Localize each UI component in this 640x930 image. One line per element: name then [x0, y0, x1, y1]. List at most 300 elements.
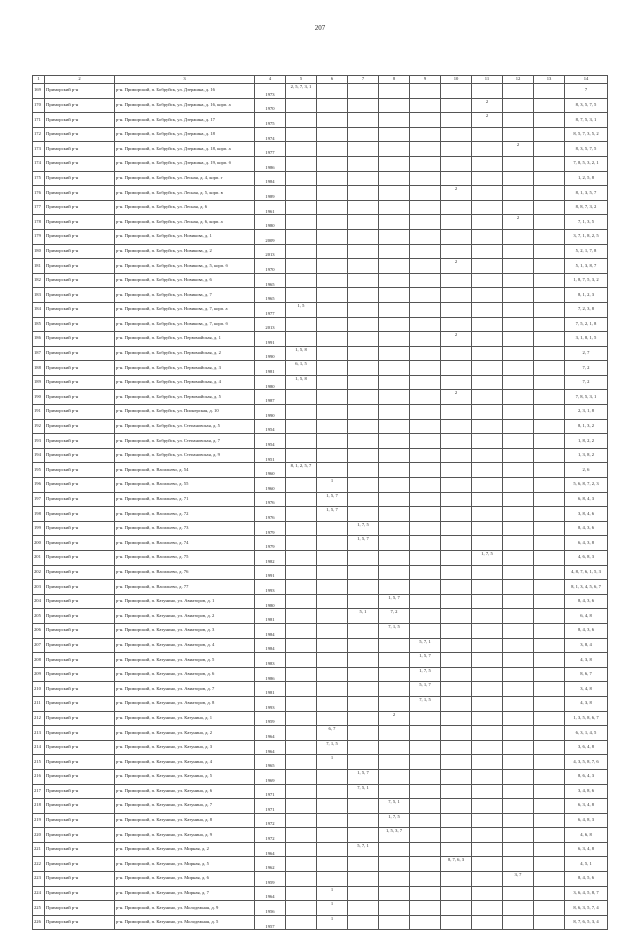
year-cell: 1987 [255, 390, 286, 405]
address-cell: р-н. Приморский, п. Бобруйск, ул. Дзержина, д. 19, корп. б [115, 156, 255, 171]
district-cell: Приморский р-н [45, 288, 115, 303]
col-7-cell [348, 244, 379, 259]
col-14-cell: 5, 6, 8, 7, 2, 3 [565, 478, 608, 493]
col-7-cell [348, 84, 379, 99]
col-13-cell [534, 842, 565, 857]
column-header-10: 10 [441, 76, 472, 84]
table-row [33, 229, 608, 244]
address-cell: р-н. Приморский, п. Катунино, ул. Авиаторов, д. 5 [115, 653, 255, 668]
col-13-cell [534, 536, 565, 551]
col-12-cell [503, 419, 534, 434]
year-cell: 1965 [255, 755, 286, 770]
col-14-cell: 8, 1, 3, 4, 5, 6, 7 [565, 580, 608, 595]
col-9-cell: 5, 7, 1 [410, 638, 441, 653]
col-13-cell [534, 448, 565, 463]
col-6-cell [317, 186, 348, 201]
col-9-cell [410, 492, 441, 507]
col-11-cell [472, 653, 503, 668]
year-cell: 1986 [255, 667, 286, 682]
col-8-cell [379, 521, 410, 536]
row-number: 190 [33, 390, 45, 405]
col-12-cell [503, 84, 534, 99]
address-cell: р-н. Приморский, п. Васильево, д. 75 [115, 551, 255, 566]
col-10-cell [441, 769, 472, 784]
col-13-cell [534, 492, 565, 507]
col-14-cell: 8, 1, 3, 2 [565, 419, 608, 434]
col-14-cell: 4, 5, 1 [565, 857, 608, 872]
header-row [33, 76, 608, 84]
col-13-cell [534, 915, 565, 930]
col-8-cell [379, 419, 410, 434]
district-cell: Приморский р-н [45, 215, 115, 230]
col-9-cell [410, 828, 441, 843]
address-cell: р-н. Приморский, п. Катунино, ул. Авиаторов, д. 1 [115, 594, 255, 609]
row-number: 213 [33, 726, 45, 741]
col-7-cell: 1, 5, 7 [348, 769, 379, 784]
address-cell: р-н. Приморский, п. Бобруйск, ул. Лесная, д. 4, корп. г [115, 171, 255, 186]
col-9-cell [410, 156, 441, 171]
district-cell: Приморский р-н [45, 259, 115, 274]
col-7-cell [348, 127, 379, 142]
col-8-cell [379, 653, 410, 668]
year-cell: 1959 [255, 711, 286, 726]
col-11-cell [472, 872, 503, 887]
year-cell: 1984 [255, 171, 286, 186]
address-cell: р-н. Приморский, п. Бобруйск, ул. Первомайская, д. 3 [115, 361, 255, 376]
year-cell: 1993 [255, 580, 286, 595]
col-10-cell: 8, 7, 6, 3 [441, 857, 472, 872]
col-13-cell [534, 478, 565, 493]
year-cell: 1977 [255, 302, 286, 317]
col-14-cell: 8, 4, 3, 6 [565, 521, 608, 536]
address-cell: р-н. Приморский, п. Бобруйск, ул. Дзержина, д. 18 [115, 127, 255, 142]
col-9-cell [410, 113, 441, 128]
year-cell: 1989 [255, 186, 286, 201]
col-8-cell [379, 302, 410, 317]
col-13-cell [534, 638, 565, 653]
row-number: 209 [33, 667, 45, 682]
col-14-cell: 8, 3, 5, 7, 5 [565, 142, 608, 157]
col-9-cell [410, 842, 441, 857]
col-13-cell [534, 419, 565, 434]
district-cell: Приморский р-н [45, 113, 115, 128]
address-cell: р-н. Приморский, п. Васильево, д. 73 [115, 521, 255, 536]
col-13-cell [534, 886, 565, 901]
year-cell: 1980 [255, 375, 286, 390]
col-13-cell [534, 186, 565, 201]
col-14-cell: 6, 3, 4, 8 [565, 842, 608, 857]
col-5-cell [286, 229, 317, 244]
col-5-cell [286, 434, 317, 449]
col-13-cell [534, 405, 565, 420]
district-cell: Приморский р-н [45, 726, 115, 741]
col-9-cell [410, 361, 441, 376]
row-number: 175 [33, 171, 45, 186]
col-11-cell [472, 755, 503, 770]
table-row [33, 769, 608, 784]
address-cell: р-н. Приморский, п. Катунино, ул. Катунина, д. 2 [115, 726, 255, 741]
address-cell: р-н. Приморский, п. Бобруйск, ул. Первомайская, д. 2 [115, 346, 255, 361]
col-8-cell [379, 244, 410, 259]
col-13-cell [534, 390, 565, 405]
column-header-6: 6 [317, 76, 348, 84]
col-14-cell: 6, 3, 1, 4, 5 [565, 726, 608, 741]
year-cell: 1982 [255, 551, 286, 566]
year-cell: 1961 [255, 200, 286, 215]
col-10-cell [441, 448, 472, 463]
district-cell: Приморский р-н [45, 594, 115, 609]
row-number: 197 [33, 492, 45, 507]
col-7-cell [348, 390, 379, 405]
col-10-cell [441, 302, 472, 317]
col-9-cell [410, 259, 441, 274]
table-row [33, 375, 608, 390]
col-7-cell [348, 828, 379, 843]
district-cell: Приморский р-н [45, 872, 115, 887]
col-13-cell [534, 857, 565, 872]
table-row [33, 828, 608, 843]
col-9-cell [410, 317, 441, 332]
col-10-cell [441, 872, 472, 887]
col-7-cell: 5, 7, 1 [348, 842, 379, 857]
row-number: 177 [33, 200, 45, 215]
col-10-cell [441, 638, 472, 653]
col-13-cell [534, 200, 565, 215]
col-11-cell [472, 288, 503, 303]
address-cell: р-н. Приморский, п. Катунино, ул. Молодежная, д. 5 [115, 915, 255, 930]
col-12-cell [503, 113, 534, 128]
col-9-cell: 5, 1, 7 [410, 682, 441, 697]
col-9-cell [410, 551, 441, 566]
col-10-cell [441, 886, 472, 901]
col-11-cell [472, 375, 503, 390]
col-14-cell: 6, 4, 8, 3 [565, 813, 608, 828]
col-13-cell [534, 84, 565, 99]
year-cell: 1954 [255, 419, 286, 434]
col-5-cell [286, 259, 317, 274]
col-9-cell [410, 769, 441, 784]
col-8-cell [379, 580, 410, 595]
col-11-cell [472, 492, 503, 507]
col-12-cell [503, 799, 534, 814]
col-13-cell [534, 740, 565, 755]
col-9-cell: 1, 5, 7 [410, 653, 441, 668]
table-row [33, 536, 608, 551]
col-6-cell [317, 302, 348, 317]
table-row [33, 463, 608, 478]
district-cell: Приморский р-н [45, 200, 115, 215]
col-8-cell [379, 507, 410, 522]
col-10-cell [441, 127, 472, 142]
col-8-cell [379, 288, 410, 303]
col-12-cell [503, 623, 534, 638]
address-cell: р-н. Приморский, п. Васильево, д. 76 [115, 565, 255, 580]
col-10-cell [441, 726, 472, 741]
table-row [33, 273, 608, 288]
col-9-cell [410, 813, 441, 828]
district-cell: Приморский р-н [45, 448, 115, 463]
col-11-cell [472, 565, 503, 580]
col-6-cell [317, 784, 348, 799]
row-number: 205 [33, 609, 45, 624]
col-12-cell [503, 302, 534, 317]
col-12-cell [503, 229, 534, 244]
col-13-cell [534, 667, 565, 682]
address-cell: р-н. Приморский, п. Катунино, ул. Авиаторов, д. 2 [115, 609, 255, 624]
year-cell: 1976 [255, 507, 286, 522]
col-6-cell [317, 828, 348, 843]
col-11-cell [472, 901, 503, 916]
col-12-cell [503, 448, 534, 463]
table-row [33, 799, 608, 814]
address-cell: р-н. Приморский, п. Бобруйск, ул. Первомайская, д. 1 [115, 332, 255, 347]
row-number: 178 [33, 215, 45, 230]
col-10-cell [441, 682, 472, 697]
col-14-cell: 6, 4, 8 [565, 609, 608, 624]
col-14-cell: 3, 1, 8, 1, 5 [565, 332, 608, 347]
col-9-cell [410, 390, 441, 405]
col-14-cell: 8, 5, 7, 3, 5, 2 [565, 127, 608, 142]
year-cell: 1976 [255, 492, 286, 507]
district-cell: Приморский р-н [45, 769, 115, 784]
col-5-cell [286, 156, 317, 171]
col-6-cell [317, 638, 348, 653]
col-10-cell [441, 521, 472, 536]
col-5-cell [286, 317, 317, 332]
year-cell: 1984 [255, 623, 286, 638]
table-row [33, 872, 608, 887]
col-12-cell [503, 609, 534, 624]
col-6-cell [317, 288, 348, 303]
col-9-cell: 7, 1, 5 [410, 696, 441, 711]
col-14-cell: 1, 3, 8, 2 [565, 448, 608, 463]
table-row [33, 667, 608, 682]
address-cell: р-н. Приморский, п. Бобруйск, ул. Первомайская, д. 5 [115, 390, 255, 405]
year-cell: 1977 [255, 142, 286, 157]
col-12-cell [503, 405, 534, 420]
district-cell: Приморский р-н [45, 492, 115, 507]
col-10-cell [441, 594, 472, 609]
address-cell: р-н. Приморский, п. Катунино, ул. Мирная, д. 7 [115, 886, 255, 901]
row-number: 180 [33, 244, 45, 259]
col-13-cell [534, 361, 565, 376]
col-7-cell [348, 711, 379, 726]
year-cell: 1960 [255, 463, 286, 478]
col-10-cell: 2 [441, 186, 472, 201]
col-13-cell [534, 769, 565, 784]
col-10-cell [441, 478, 472, 493]
col-8-cell [379, 215, 410, 230]
col-14-cell: 4, 6, 8, 3 [565, 551, 608, 566]
col-6-cell [317, 84, 348, 99]
col-6-cell [317, 696, 348, 711]
col-14-cell: 3, 6, 4, 8 [565, 740, 608, 755]
col-7-cell [348, 696, 379, 711]
col-6-cell [317, 419, 348, 434]
col-8-cell [379, 696, 410, 711]
col-5-cell [286, 769, 317, 784]
col-10-cell [441, 784, 472, 799]
col-9-cell [410, 740, 441, 755]
table-row [33, 813, 608, 828]
district-cell: Приморский р-н [45, 828, 115, 843]
col-11-cell [472, 186, 503, 201]
col-14-cell: 7, 5, 2, 1, 8 [565, 317, 608, 332]
col-14-cell: 1, 8, 7, 5, 3, 2 [565, 273, 608, 288]
col-12-cell [503, 463, 534, 478]
year-cell: 1979 [255, 521, 286, 536]
col-7-cell [348, 463, 379, 478]
table-row [33, 259, 608, 274]
col-11-cell [472, 84, 503, 99]
col-13-cell [534, 259, 565, 274]
col-14-cell: 1, 2, 5, 8 [565, 171, 608, 186]
col-10-cell [441, 375, 472, 390]
col-9-cell [410, 375, 441, 390]
col-13-cell [534, 828, 565, 843]
col-11-cell [472, 215, 503, 230]
table-row [33, 551, 608, 566]
col-5-cell [286, 273, 317, 288]
table-row [33, 361, 608, 376]
year-cell: 1991 [255, 565, 286, 580]
row-number: 169 [33, 84, 45, 99]
district-cell: Приморский р-н [45, 653, 115, 668]
col-12-cell [503, 375, 534, 390]
col-12-cell [503, 711, 534, 726]
col-6-cell [317, 229, 348, 244]
col-5-cell [286, 580, 317, 595]
col-9-cell [410, 244, 441, 259]
district-cell: Приморский р-н [45, 317, 115, 332]
col-5-cell [286, 886, 317, 901]
col-9-cell [410, 872, 441, 887]
district-cell: Приморский р-н [45, 915, 115, 930]
col-8-cell [379, 682, 410, 697]
col-7-cell [348, 419, 379, 434]
col-7-cell: 1, 7, 5 [348, 521, 379, 536]
col-5-cell [286, 813, 317, 828]
col-7-cell [348, 229, 379, 244]
col-9-cell [410, 915, 441, 930]
row-number: 200 [33, 536, 45, 551]
table-row [33, 609, 608, 624]
col-10-cell: 2 [441, 259, 472, 274]
district-cell: Приморский р-н [45, 273, 115, 288]
table-row [33, 901, 608, 916]
col-7-cell [348, 171, 379, 186]
col-11-cell [472, 638, 503, 653]
col-7-cell [348, 551, 379, 566]
col-14-cell: 7, 8, 5, 3, 1 [565, 390, 608, 405]
col-12-cell [503, 390, 534, 405]
district-cell: Приморский р-н [45, 667, 115, 682]
address-cell: р-н. Приморский, п. Бобруйск, ул. Пионерская, д. 10 [115, 405, 255, 420]
col-8-cell [379, 638, 410, 653]
district-cell: Приморский р-н [45, 390, 115, 405]
year-cell: 1991 [255, 332, 286, 347]
col-7-cell [348, 726, 379, 741]
col-12-cell [503, 857, 534, 872]
col-11-cell [472, 478, 503, 493]
col-12-cell [503, 346, 534, 361]
col-6-cell [317, 594, 348, 609]
table-row [33, 886, 608, 901]
col-11-cell: 2 [472, 98, 503, 113]
address-cell: р-н. Приморский, п. Катунино, ул. Молодежная, д. 9 [115, 901, 255, 916]
col-5-cell [286, 857, 317, 872]
col-8-cell [379, 361, 410, 376]
col-6-cell [317, 375, 348, 390]
col-10-cell [441, 536, 472, 551]
col-14-cell: 4, 3, 8 [565, 653, 608, 668]
row-number: 210 [33, 682, 45, 697]
col-11-cell [472, 682, 503, 697]
col-8-cell [379, 273, 410, 288]
col-5-cell [286, 901, 317, 916]
address-cell: р-н. Приморский, п. Бобруйск, ул. Лесная, д. 5, корп. в [115, 186, 255, 201]
table-row [33, 842, 608, 857]
col-5-cell [286, 332, 317, 347]
col-12-cell [503, 171, 534, 186]
col-9-cell [410, 463, 441, 478]
col-9-cell [410, 478, 441, 493]
col-9-cell [410, 142, 441, 157]
col-10-cell [441, 215, 472, 230]
col-10-cell [441, 696, 472, 711]
column-header-9: 9 [410, 76, 441, 84]
col-12-cell [503, 521, 534, 536]
table-row [33, 857, 608, 872]
col-7-cell [348, 302, 379, 317]
address-cell: р-н. Приморский, п. Бобруйск, ул. Дзержина, д. 18, корп. а [115, 142, 255, 157]
year-cell: 1973 [255, 84, 286, 99]
col-11-cell [472, 419, 503, 434]
table-row [33, 346, 608, 361]
col-11-cell [472, 740, 503, 755]
col-12-cell [503, 886, 534, 901]
col-6-cell [317, 536, 348, 551]
col-5-cell [286, 288, 317, 303]
col-8-cell [379, 332, 410, 347]
year-cell: 1972 [255, 813, 286, 828]
col-8-cell [379, 857, 410, 872]
row-number: 187 [33, 346, 45, 361]
col-12-cell [503, 726, 534, 741]
address-cell: р-н. Приморский, п. Катунино, ул. Катунина, д. 1 [115, 711, 255, 726]
col-5-cell [286, 784, 317, 799]
district-cell: Приморский р-н [45, 186, 115, 201]
year-cell: 1965 [255, 288, 286, 303]
address-cell: р-н. Приморский, п. Бобруйск, ул. Степановская, д. 5 [115, 419, 255, 434]
col-12-cell [503, 653, 534, 668]
year-cell: 1983 [255, 653, 286, 668]
row-number: 208 [33, 653, 45, 668]
col-12-cell [503, 740, 534, 755]
col-11-cell [472, 667, 503, 682]
col-7-cell [348, 901, 379, 916]
col-11-cell [472, 580, 503, 595]
col-6-cell [317, 171, 348, 186]
row-number: 189 [33, 375, 45, 390]
col-6-cell [317, 667, 348, 682]
col-13-cell [534, 551, 565, 566]
col-14-cell: 8, 1, 2, 3 [565, 288, 608, 303]
district-cell: Приморский р-н [45, 536, 115, 551]
address-cell: р-н. Приморский, п. Васильево, д. 54 [115, 463, 255, 478]
col-8-cell [379, 113, 410, 128]
year-cell: 1965 [255, 273, 286, 288]
